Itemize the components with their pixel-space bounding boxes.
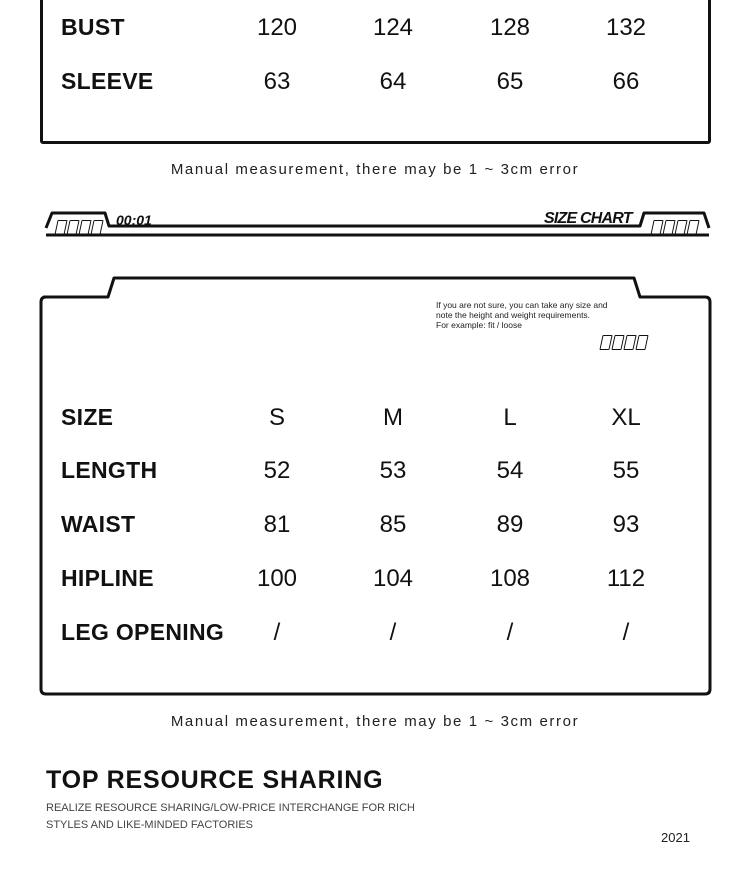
cell-value: 104 <box>372 565 414 592</box>
table-row-leg-opening <box>0 613 750 653</box>
table-row-length <box>0 451 750 491</box>
footer-title: TOP RESOURCE SHARING <box>46 766 384 794</box>
cell-value: 63 <box>263 68 291 95</box>
cell-value: 93 <box>612 511 640 538</box>
table-row-bust <box>0 8 750 48</box>
tick-mark <box>54 220 67 235</box>
tick-mark <box>662 220 675 235</box>
footer-subtitle-line: STYLES AND LIKE-MINDED FACTORIES <box>46 819 254 831</box>
cell-value: 128 <box>489 14 531 41</box>
tick-mark <box>611 335 624 350</box>
row-label: HIPLINE <box>61 565 154 591</box>
table-row-waist <box>0 505 750 545</box>
pants-table-rows <box>0 398 750 668</box>
tick-mark <box>66 220 79 235</box>
cell-value: XL <box>611 404 641 431</box>
cell-value: 53 <box>379 457 407 484</box>
tick-mark <box>674 220 687 235</box>
footer-subtitle <box>46 800 426 834</box>
tick-mark <box>686 220 699 235</box>
row-label: SIZE <box>61 404 114 430</box>
row-label: LEG OPENING <box>61 619 225 645</box>
tick-mark <box>599 335 612 350</box>
cell-value: / <box>273 619 281 646</box>
row-label: BUST <box>61 14 125 40</box>
size-hint-text <box>436 300 636 330</box>
table-row-hipline <box>0 559 750 599</box>
cell-value: / <box>506 619 514 646</box>
hint-line: note the height and weight requirements. <box>436 310 591 320</box>
tick-mark <box>650 220 663 235</box>
measurement-note: Manual measurement, there may be 1 ~ 3cm error <box>170 161 580 178</box>
cell-value: 66 <box>612 68 640 95</box>
banner-timecode: 00:01 <box>116 212 152 228</box>
row-label: SLEEVE <box>61 68 154 94</box>
cell-value: 54 <box>496 457 524 484</box>
cell-value: / <box>389 619 397 646</box>
banner-left-ticks <box>56 220 102 235</box>
size-chart-banner-frame <box>0 200 750 244</box>
table-row-sleeve <box>0 62 750 102</box>
banner-right-ticks <box>652 220 698 235</box>
tick-mark <box>90 220 103 235</box>
footer-year: 2021 <box>661 830 690 845</box>
cell-value: S <box>268 404 285 431</box>
cell-value: M <box>383 404 403 431</box>
cell-value: 55 <box>612 457 640 484</box>
cell-value: L <box>503 404 517 431</box>
banner-title: SIZE CHART <box>544 210 632 227</box>
cell-value: 120 <box>256 14 298 41</box>
cell-value: 89 <box>496 511 524 538</box>
hint-line: For example: fit / loose <box>436 320 522 330</box>
cell-value: 65 <box>496 68 524 95</box>
cell-value: 64 <box>379 68 407 95</box>
tick-mark <box>635 335 648 350</box>
tick-mark <box>623 335 636 350</box>
tick-mark <box>78 220 91 235</box>
cell-value: 124 <box>372 14 414 41</box>
cell-value: 112 <box>606 565 646 592</box>
table-corner-ticks <box>601 335 647 350</box>
table-row-size <box>0 398 750 438</box>
measurement-note-2: Manual measurement, there may be 1 ~ 3cm error <box>170 713 580 730</box>
top-table-rows <box>0 0 750 140</box>
cell-value: 81 <box>263 511 291 538</box>
cell-value: 52 <box>263 457 291 484</box>
hint-line: If you are not sure, you can take any size and <box>436 300 608 310</box>
cell-value: 132 <box>605 14 647 41</box>
cell-value: 108 <box>489 565 531 592</box>
footer-subtitle-line: REALIZE RESOURCE SHARING/LOW-PRICE INTERCHANGE FOR RICH <box>46 802 415 814</box>
cell-value: / <box>622 619 630 646</box>
cell-value: 85 <box>379 511 407 538</box>
row-label: LENGTH <box>61 457 158 483</box>
cell-value: 100 <box>256 565 298 592</box>
row-label: WAIST <box>61 511 136 537</box>
